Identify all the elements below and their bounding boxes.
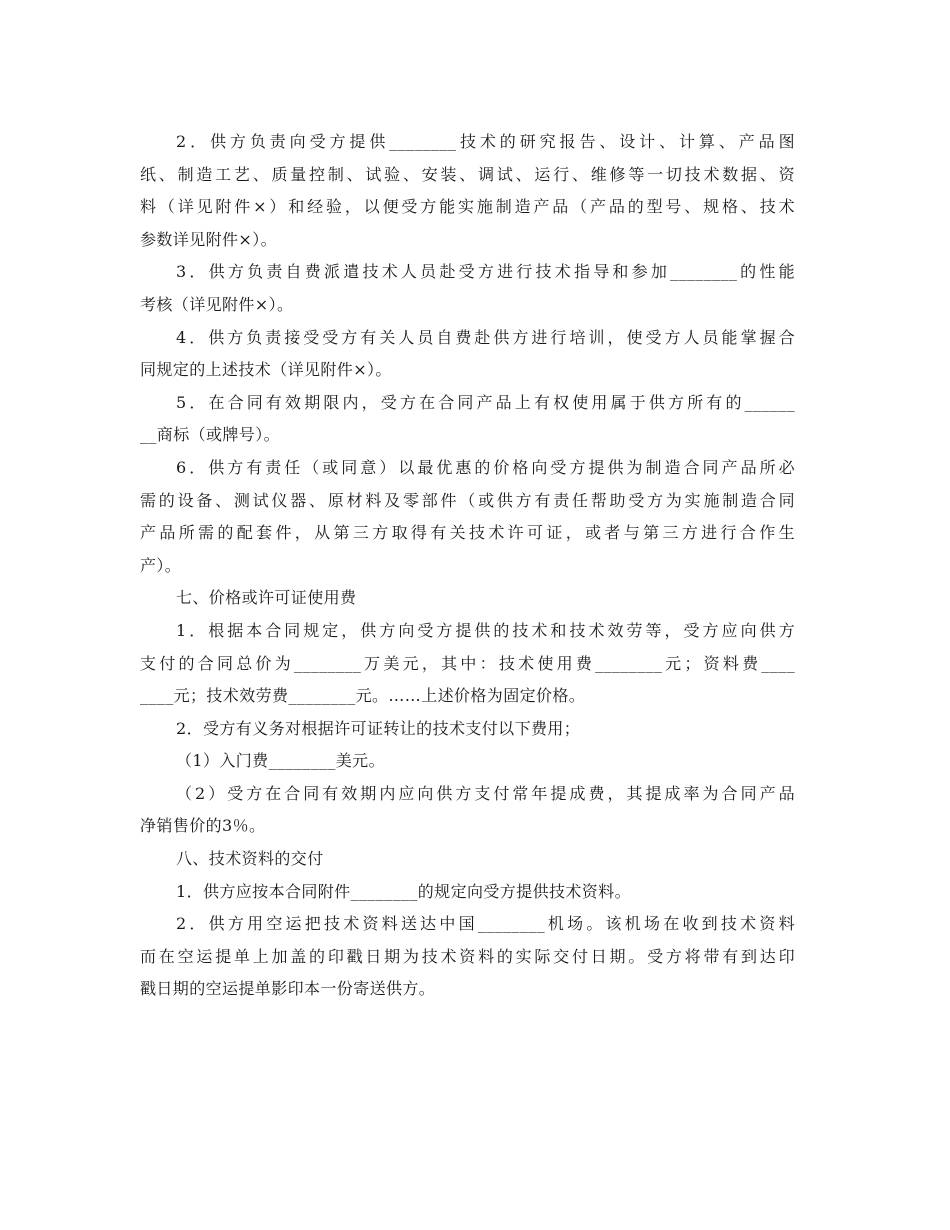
text-line: 参数详见附件×）。 [140, 229, 278, 249]
text-line: 2．供方用空运把技术资料送达中国________机场。该机场在收到技术资料 [176, 914, 795, 934]
text-line: （1）入门费________美元。 [176, 751, 385, 771]
section-heading: 八、技术资料的交付 [176, 849, 324, 869]
text-line: 戳日期的空运提单影印本一份寄送供方。 [140, 979, 436, 999]
text-line: 而在空运提单上加盖的印戳日期为技术资料的实际交付日期。受方将带有到达印 [140, 946, 795, 966]
text-line: 5．在合同有效期限内，受方在合同产品上有权使用属于供方所有的______ [176, 392, 795, 412]
text-line: ____元；技术效劳费________元。……上述价格为固定价格。 [140, 686, 586, 706]
document-body [140, 126, 795, 1006]
text-line: 同规定的上述技术（详见附件×）。 [140, 360, 392, 380]
text-line: 需的设备、测试仪器、原材料及零部件（或供方有责任帮助受方为实施制造合同 [140, 490, 795, 510]
text-line: （2）受方在合同有效期内应向供方支付常年提成费，其提成率为合同产品 [176, 783, 795, 803]
text-line: __商标（或牌号）。 [140, 425, 281, 445]
text-line: 产品所需的配套件，从第三方取得有关技术许可证，或者与第三方进行合作生 [140, 523, 795, 543]
text-line: 1．供方应按本合同附件________的规定向受方提供技术资料。 [176, 881, 631, 901]
text-line: 4．供方负责接受受方有关人员自费赴供方进行培训，使受方人员能掌握合 [176, 327, 795, 347]
text-line: 3．供方负责自费派遣技术人员赴受方进行技术指导和参加________的性能 [176, 262, 795, 282]
text-line: 纸、制造工艺、质量控制、试验、安装、调试、运行、维修等一切技术数据、资 [140, 164, 795, 184]
text-line: 净销售价的3％。 [140, 816, 266, 836]
text-line: 6．供方有责任（或同意）以最优惠的价格向受方提供为制造合同产品所必 [176, 457, 795, 477]
text-line: 料（详见附件×）和经验，以便受方能实施制造产品（产品的型号、规格、技术 [140, 197, 795, 217]
text-line: 1．根据本合同规定，供方向受方提供的技术和技术效劳等，受方应向供方 [176, 620, 795, 640]
text-line: 考核（详见附件×）。 [140, 294, 294, 314]
text-line: 支付的合同总价为________万美元，其中：技术使用费________元；资料费____ [140, 653, 795, 673]
section-heading: 七、价格或许可证使用费 [176, 588, 357, 608]
text-line: 产）。 [140, 555, 182, 575]
text-line: 2．供方负责向受方提供________技术的研究报告、设计、计算、产品图 [176, 132, 795, 151]
text-line: 2．受方有义务对根据许可证转让的技术支付以下费用； [176, 718, 581, 738]
